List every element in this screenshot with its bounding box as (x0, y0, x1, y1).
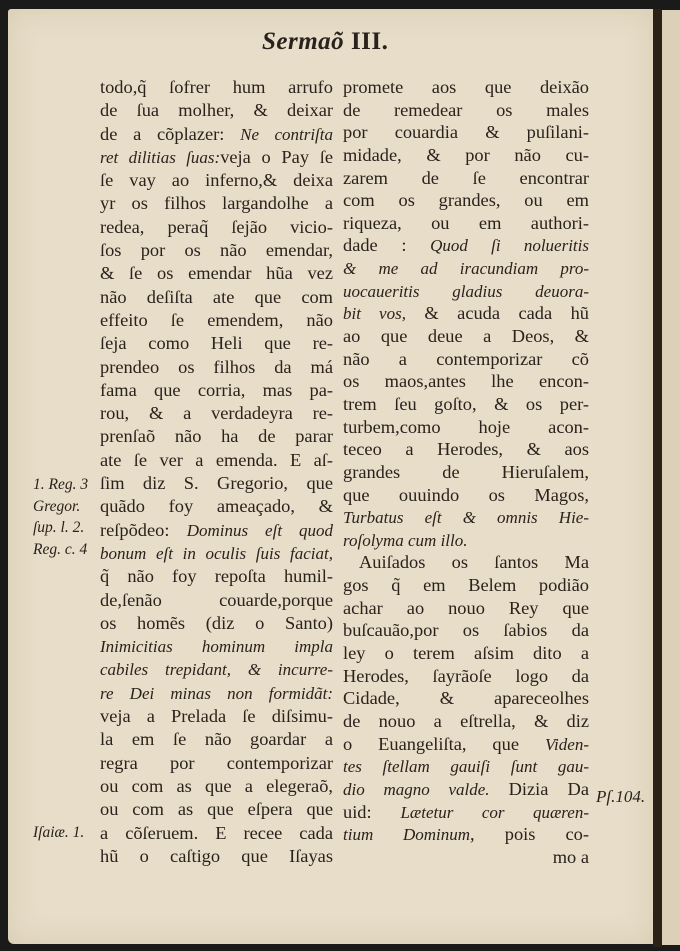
latin-quote: ret dilitias ſuas: (100, 147, 221, 167)
margin-note-line: Reg. c. 4 (33, 540, 88, 558)
line-text: turbem,como hoje acon- (343, 416, 589, 437)
text-line (100, 309, 333, 332)
line-text: Cidade, & apareceolhes (343, 688, 589, 709)
line-text: ate ſe ver a emenda. E aſ- (100, 449, 333, 470)
line-text: gos q̃ em Belem podião (343, 575, 589, 596)
line-text: a cõſeruem. E recee cada (100, 822, 333, 843)
text-line (100, 123, 333, 146)
line-text: Herodes, ſayrãoſe logo da (343, 665, 589, 686)
text-line (343, 665, 589, 688)
line-text: ao que deue a Deos, & (343, 326, 589, 347)
text-line (343, 755, 589, 778)
text-line (343, 710, 589, 733)
text-line (343, 733, 589, 756)
latin-quote: uocaueritis gladius deuora- (343, 281, 589, 301)
line-text: de ſua molher, & deixar (100, 100, 333, 121)
text-line (100, 425, 333, 448)
text-line (100, 379, 333, 402)
text-line (343, 506, 589, 529)
line-text: de,ſenão couarde,porque (100, 589, 333, 610)
text-line (343, 99, 589, 122)
latin-quote: bonum eſt in oculis ſuis faciat, (100, 543, 333, 563)
text-line (100, 752, 333, 775)
latin-quote: & me ad iracundiam pro- (343, 259, 589, 279)
line-text: & ſe os emendar hũa vez (100, 263, 333, 284)
line-text: prenſaõ não ha de parar (100, 426, 333, 447)
line-text: buſcauão,por os ſabios da (343, 620, 589, 641)
line-text: por couardia & puſilani- (343, 122, 589, 143)
text-line (343, 257, 589, 280)
text-line (100, 402, 333, 425)
line-text: zarem de ſe encontrar (343, 167, 589, 188)
line-text: Auiſados os ſantos Ma (359, 552, 589, 573)
line-text: grandes de Hieruſalem, (343, 461, 589, 482)
right-text-column (343, 76, 589, 868)
line-text: redea, peraq̃ ſejão vicio- (100, 216, 333, 237)
line-text: os maos,antes lhe encon- (343, 371, 589, 392)
line-text: q̃ não foy repoſta humil- (100, 566, 333, 587)
text-line (343, 302, 589, 325)
line-text: todo,q̃ ſofrer hum arrufo (100, 77, 333, 97)
latin-quote: Inimicitias hominum impla (100, 637, 333, 657)
text-line (343, 778, 589, 801)
text-line (100, 449, 333, 472)
latin-quote: Viden- (544, 734, 589, 754)
text-line (343, 393, 589, 416)
text-line (343, 642, 589, 665)
line-text: não deſiſta ate que com (100, 286, 333, 307)
line-text: que ouuindo os Magos, (343, 484, 589, 505)
margin-note-line: 1. Reg. 3 (33, 476, 89, 493)
text-line (100, 658, 333, 681)
latin-quote: roſolyma cum illo. (343, 530, 468, 550)
line-text: fama que corria, mas pa- (100, 379, 333, 400)
text-line (343, 461, 589, 484)
text-line (343, 574, 589, 597)
line-text: de nouo a eſtrella, & diz (343, 710, 589, 731)
line-text: de remedear os males (343, 99, 589, 120)
text-line (343, 121, 589, 144)
line-text: achar ao nouo Rey que (343, 597, 589, 618)
margin-note-line: Gregor. (33, 497, 81, 515)
text-line (343, 597, 589, 620)
line-text: promete aos que deixão (343, 77, 589, 97)
margin-note-line: ſup. l. 2. (33, 519, 85, 536)
text-line (100, 356, 333, 379)
latin-quote: bit vos, (343, 304, 406, 324)
line-text: não a contemporizar cõ (343, 348, 589, 369)
line-text: & acuda cada hũ (405, 303, 589, 324)
text-line (100, 146, 333, 169)
text-line (100, 332, 333, 355)
text-line (343, 529, 589, 552)
line-text: veja o Pay ſe (220, 146, 333, 167)
text-line (100, 728, 333, 751)
text-line (100, 822, 333, 845)
margin-note-reg-gregor (33, 474, 88, 560)
text-line (343, 823, 589, 846)
line-text: prendeo os filhos da má (100, 356, 333, 377)
text-line (100, 239, 333, 262)
text-line (343, 801, 589, 824)
text-line (100, 845, 333, 868)
line-text: de a cõplazer: (100, 123, 241, 144)
line-text: os homẽs (diz o Santo) (100, 612, 333, 633)
margin-note-isaiah: Iſaiæ. 1. (33, 824, 85, 841)
line-text: mo a (552, 846, 589, 867)
running-header (262, 28, 388, 56)
text-line (100, 635, 333, 658)
line-text: teceo a Herodes, & aos (343, 439, 589, 460)
text-line (100, 775, 333, 798)
text-line (100, 495, 333, 518)
text-line (100, 798, 333, 821)
text-line (343, 551, 589, 574)
text-line (343, 370, 589, 393)
latin-quote: tes ſtellam gauiſi ſunt gau- (343, 757, 589, 777)
line-text: effeito ſe emendem, não (100, 309, 333, 330)
text-line (343, 348, 589, 371)
text-line (100, 682, 333, 705)
text-line (343, 619, 589, 642)
text-line (100, 192, 333, 215)
text-line (100, 472, 333, 495)
text-line (343, 76, 589, 99)
text-line (343, 212, 589, 235)
latin-quote: Ne contriſta (240, 124, 333, 144)
line-text: midade, & por não cu- (343, 144, 589, 165)
latin-quote: Turbatus eſt & omnis Hie- (343, 508, 589, 528)
line-text: dade : (343, 235, 431, 256)
book-binding (653, 9, 662, 947)
text-line (343, 325, 589, 348)
text-line (343, 189, 589, 212)
text-line (100, 99, 333, 122)
line-text: la em ſe não goardar a (100, 729, 333, 750)
left-text-column (100, 76, 333, 868)
latin-quote: cabiles trepidant, & incurre- (100, 660, 333, 680)
latin-quote: re Dei minas non formidãt: (100, 683, 333, 703)
line-text: o Euangeliſta, que (343, 733, 545, 754)
text-line (343, 687, 589, 710)
line-text: ſeja como Heli que re- (100, 333, 333, 354)
header-title: Sermaõ (262, 28, 345, 55)
line-text: yr os filhos largandolhe a (100, 193, 333, 214)
line-text: ou com as que a elegeraõ, (100, 775, 333, 796)
line-text: ſe vay ao inferno,& deixa (100, 170, 333, 191)
text-line (100, 262, 333, 285)
line-text: , pois co- (470, 824, 589, 845)
text-line (100, 589, 333, 612)
line-text: ſim diz S. Gregorio, que (100, 473, 333, 494)
line-text: hũ o caſtigo que Iſayas (100, 845, 333, 866)
line-text: Dizia Da (489, 778, 589, 799)
text-line (100, 169, 333, 192)
line-text: ou com as que eſpera que (100, 799, 333, 820)
latin-quote: dio magno valde. (343, 779, 490, 799)
text-line (100, 612, 333, 635)
text-line (100, 286, 333, 309)
text-line (343, 484, 589, 507)
line-text: ſos por os não emendar, (100, 240, 333, 261)
sermon-number: III. (350, 28, 389, 55)
latin-quote: Quod ſi nolueritis (430, 236, 589, 256)
text-line (100, 705, 333, 728)
text-line (100, 76, 333, 99)
line-text: ley o terem aſsim dito a (343, 643, 589, 664)
adjacent-page-edge (662, 10, 680, 945)
line-text: rou, & a verdadeyra re- (100, 403, 333, 424)
text-line (100, 542, 333, 565)
text-line (343, 438, 589, 461)
latin-quote: Lætetur cor quæren- (400, 802, 589, 822)
line-text: com os grandes, ou em (343, 190, 589, 211)
text-line (343, 167, 589, 190)
text-line (100, 216, 333, 239)
line-text: reſpõdeo: (100, 519, 187, 540)
text-line (343, 280, 589, 303)
latin-quote: tium Dominum (343, 825, 471, 845)
line-text: uid: (343, 801, 401, 822)
line-text: veja a Prelada ſe diſsimu- (100, 706, 333, 727)
margin-note-psalm: Pſ.104. (596, 787, 646, 806)
text-line (343, 416, 589, 439)
line-text: riqueza, ou em authori- (343, 212, 589, 233)
text-line (343, 144, 589, 167)
text-line (343, 234, 589, 257)
text-line (100, 565, 333, 588)
text-line (100, 519, 333, 542)
latin-quote: Dominus eſt quod (186, 520, 333, 540)
line-text: quãdo foy ameaçado, & (100, 496, 333, 517)
line-text: trem ſeu goſto, & os per- (343, 393, 589, 414)
line-text: regra por contemporizar (100, 752, 333, 773)
catchword (343, 846, 589, 869)
